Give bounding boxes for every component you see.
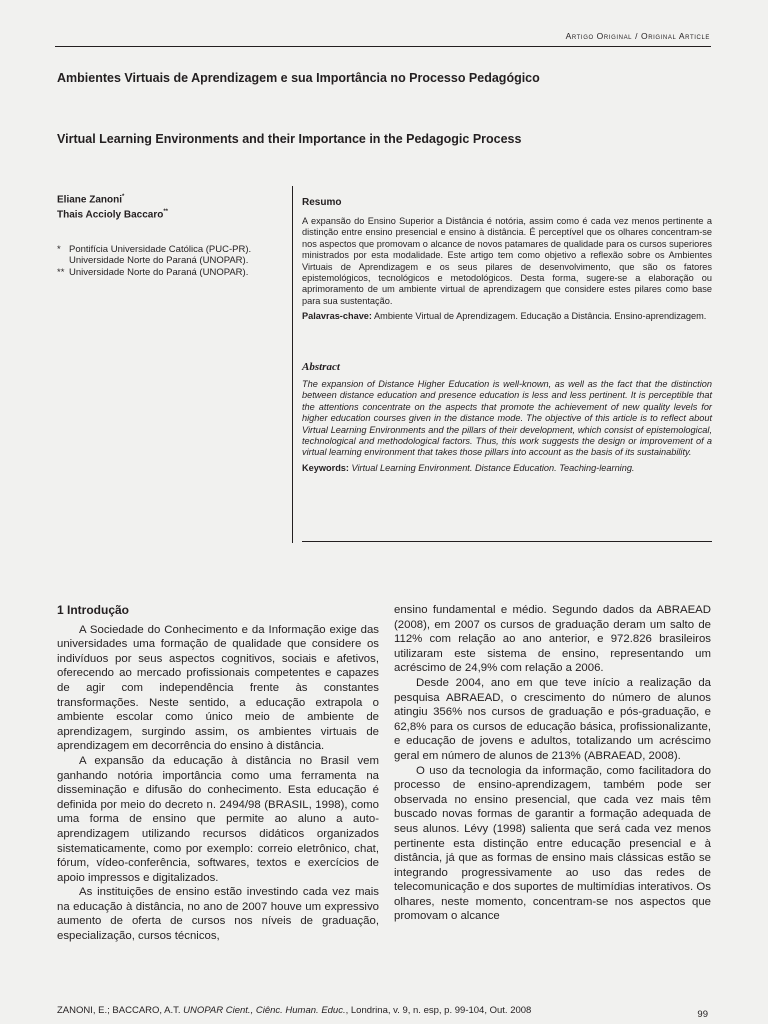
- abstract-section: [302, 361, 712, 474]
- paragraph: Desde 2004, ano em que teve início a realização da pesquisa ABRAEAD, o crescimento do número de alunos atingiu 356% nos cursos de graduação e pós-graduação, e 62,8% para os cursos de educação básica, profissionalizante, e educação de jovens e adultos, totalizando um acréscimo geral em número de alunos de 213% (ABRAEAD, 2008).: [394, 676, 711, 762]
- header-rule: [55, 46, 711, 47]
- summary-bottom-rule: [302, 541, 712, 542]
- abstract-keywords: Keywords: Virtual Learning Environment. Distance Education. Teaching-learning.: [302, 462, 635, 473]
- affiliation-1b: Universidade Norte do Paraná (UNOPAR).: [69, 255, 249, 267]
- paragraph: ensino fundamental e médio. Segundo dados da ABRAEAD (2008), em 2007 os cursos de graduação deram um salto de 112% com relação ao ano anterior, e 972.826 brasileiros utilizaram este sistema de ensino, representando um acréscimo de 24,9% com relação a 2006.: [394, 604, 711, 675]
- resumo-keywords: Palavras-chave: Ambiente Virtual de Aprendizagem. Educação a Distância. Ensino-aprendizagem.: [302, 311, 707, 322]
- author-1: Eliane Zanoni*: [57, 194, 125, 206]
- paragraph: A expansão da educação à distância no Brasil vem ganhando notória importância como uma ferramenta na disseminação e difusão do conhecimento. Esta educação é definida por meio do decreto n. 2494/98 (BRASIL, 1998), como uma forma de ensino que permite ao aluno a auto-aprendizagem utilizando recursos didáticos organizados sistematicamente, como por exemplo: correio eletrônico, chat, fórum, vídeo-conferência, softwares, textos e exercícios de apoio impressos e digitalizados.: [57, 754, 379, 884]
- affiliation-2: ** Universidade Norte do Paraná (UNOPAR).: [57, 266, 249, 278]
- author-panel: [52, 186, 293, 543]
- article-type-tag: Artigo Original / Original Article: [565, 31, 710, 41]
- paragraph: As instituições de ensino estão investindo cada vez mais na educação à distância, no ano de 2007 houve um expressivo aumento de oferta de cursos nos níveis de graduação, especialização, cursos técnicos,: [57, 886, 379, 943]
- paragraph: A Sociedade do Conhecimento e da Informação exige das universidades uma formação de qualidade que considere os indivíduos por seus aspectos cognitivos, sociais e afetivos, oferecendo ao mercado profissionais competentes e capazes de agir com independência frente às constantes transformações. Neste sentido, a educação extrapola o ambiente escolar como único meio de ambiente de aprendizagem, surgindo assim, os ambientes virtuais de aprendizagem em decorrência do ensino à distância.: [57, 623, 379, 753]
- intro-heading: 1 Introdução: [57, 603, 130, 617]
- resumo-section: [302, 197, 712, 323]
- body-column-right: [394, 603, 711, 924]
- body-column-left: [57, 603, 379, 944]
- affiliation-1: * Pontifícia Universidade Católica (PUC-PR).: [57, 243, 252, 255]
- resumo-text: A expansão do Ensino Superior a Distância é notória, assim como é cada vez menos pertinente a distinção entre ensino presencial e ensino à distância. É perceptível que os olhares concentram-se nos aspectos que promovam o alcance de novos patamares de qualidade para os cursos superiores ministrados por esta modalidade. Este artigo tem como objetivo a reflexão sobre os Ambientes Virtuais de Aprendizagem e os seus pilares de desenvolvimento, que são os fatores epistemológicos, tecnológicos e metodológicos. Desta forma, sugere-se a elaboração ou aprimoramento de um ambiente virtual de aprendizagem que considere estes pilares como base para sua sustentação.: [302, 216, 712, 306]
- title-portuguese: Ambientes Virtuais de Aprendizagem e sua Importância no Processo Pedagógico: [57, 71, 540, 85]
- paragraph: O uso da tecnologia da informação, como facilitadora do processo de ensino-aprendizagem, também pode ser observada no ensino presencial, que cada vez mais têm buscado novas formas de garantir a formação adequada de seus alunos. Lévy (1998) salienta que será cada vez menos pertinente esta distinção entre educação presencial e à distância, já que as formas de ensino mais clássicas estão se integrando progressivamente ao uso das redes de telecomunicação e dos suportes de multimídias interativos. Os olhares, neste momento, concentram-se nos aspectos que promovam o alcance: [394, 764, 711, 923]
- author-2: Thais Accioly Baccaro**: [57, 209, 169, 221]
- resumo-heading: Resumo: [302, 197, 342, 208]
- title-english: Virtual Learning Environments and their Importance in the Pedagogic Process: [57, 132, 522, 146]
- citation-footer: ZANONI, E.; BACCARO, A.T. UNOPAR Cient., Ciênc. Human. Educ., Londrina, v. 9, n. esp, p. 99-104, Out. 2008: [57, 1005, 532, 1016]
- page-number: 99: [697, 1009, 708, 1020]
- abstract-text: The expansion of Distance Higher Education is well-known, as well as the fact that the distinction between distance education and presence education is less and less pertinent. It is perceptible that the attentions concentrate on the aspects that promote the achievement of new quality levels for higher education courses given in the distance mode. The objective of this article is to reflect about Virtual Learning Environments and the pillars of their development, which consist of epistemological, technological and methodological factors. Thus, this work suggests the design or improvement of a virtual learning environment that takes those pillars into account as the basis of its sustainability.: [302, 379, 712, 458]
- abstract-heading: Abstract: [302, 361, 340, 373]
